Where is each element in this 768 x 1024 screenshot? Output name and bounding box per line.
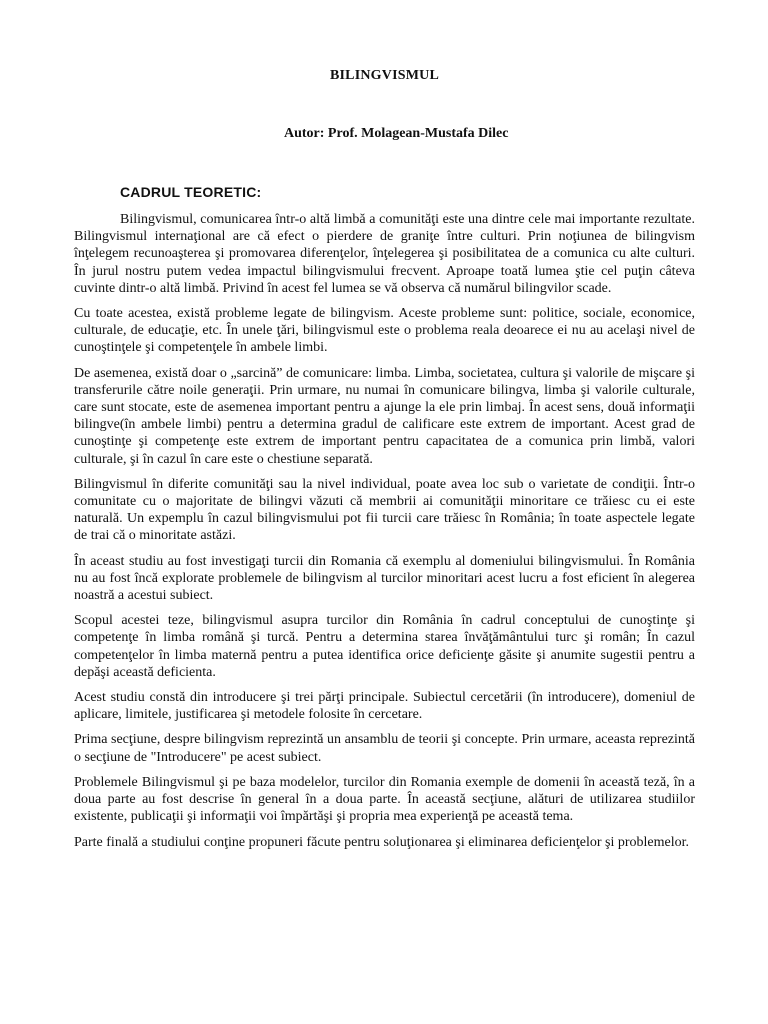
document-body [74,211,695,859]
paragraph: Parte finală a studiului conţine propuneri făcute pentru soluţionarea şi eliminarea deficienţelor şi problemelor. [74,834,690,850]
author-line: Autor: Prof. Molagean-Mustafa Dilec [284,126,509,141]
section-heading: CADRUL TEORETIC: [120,184,262,200]
paragraph: De asemenea, există doar o „sarcină” de comunicare: limba. Limba, societatea, cultura şi valorile de mişcare şi transferurile către noile generaţii. Prin urmare, nu numai în comunicare bilingva, limba şi valorile culturale, care sunt stocate, este de asemenea important pentru a ajunge la ele prin limbaj. În acest sens, două informaţii bilingve(în ambele limbi) pentru a determina gradul de calificare este extrem de important. Acest grad de cunoştinţe şi competenţe este extrem de important pentru capacitatea de a comunica prin limbă, valori culturale, şi în cazul în care este o chestiune separată. [74,365,695,467]
paragraph: Cu toate acestea, există probleme legate de bilingvism. Aceste probleme sunt: politice, sociale, economice, culturale, de educaţie, etc. În unele ţări, bilingvismul este o problema reala deoarece ei nu au acelaşi nivel de cunoştinţele şi competenţele în ambele limbi. [74,306,695,356]
paragraph: În aceast studiu au fost investigaţi turcii din Romania că exemplu al domeniului bilingvismului. În România nu au fost încă explorate problemele de bilingvism al turcilor minoritari acest lucru a fost eficient în alegerea noastră a acestui subiect. [74,553,695,604]
paragraph: Acest studiu constă din introducere şi trei părţi principale. Subiectul cercetării (în introducere), domeniul de aplicare, limitele, justificarea şi metodele folosite în cercetare. [74,690,695,723]
paragraph: Scopul acestei teze, bilingvismul asupra turcilor din România în cadrul conceptului de cunoştinţe şi competenţe în limba română şi turcă. Pentru a determina starea învăţământului turc şi român; În cazul competenţelor în limba maternă pentru a putea identifica orice deficienţe găsite şi anumite sugestii pentru a depăşi această deficienta. [74,613,695,680]
paragraph: Bilingvismul în diferite comunităţi sau la nivel individual, poate avea loc sub o varietate de condiţii. Într-o comunitate cu o majoritate de bilingvi văzuti că membrii ai comunităţii minoritare ce trăiesc cu ei este naturală. Un expemplu în cazul bilingvismului pot fii turcii care trăiesc în România; în toate aspectele legate de trai că o minoritate astăzi. [74,476,695,544]
paragraph: Problemele Bilingvismul şi pe baza modelelor, turcilor din Romania exemple de domenii în această teză, în a doua parte au fost descrise în general în a doua parte. În această secţiune, alături de utilizarea studiilor existente, publicaţii şi informaţii voi împărtăşi şi propria mea experienţă pe această tema. [74,774,695,825]
document-title: BILINGVISMUL [330,68,439,83]
paragraph-intro: Bilingvismul, comunicarea într-o altă limbă a comunităţi este una dintre cele mai importante rezultate. Bilingvismul internaţional are că efect o pierdere de graniţe între culturi. Prin noţiunea de bilingvism înţelegem recunoaşterea şi promovarea diferenţelor, înţelegerea şi posibilitatea de a comunica cu alte culturi. În jurul nostru putem vedea impactul bilingvismului frecvent. Aproape toată lumea ştie cel puţin câteva cuvinte dintr-o altă limbă. Privind în acest fel lumea se vă observa că numărul bilingvilor scade. [74,212,695,296]
paragraph: Prima secţiune, despre bilingvism reprezintă un ansamblu de teorii şi concepte. Prin urmare, aceasta reprezintă o secţiune de "Introducere" pe acest subiect. [74,732,695,765]
